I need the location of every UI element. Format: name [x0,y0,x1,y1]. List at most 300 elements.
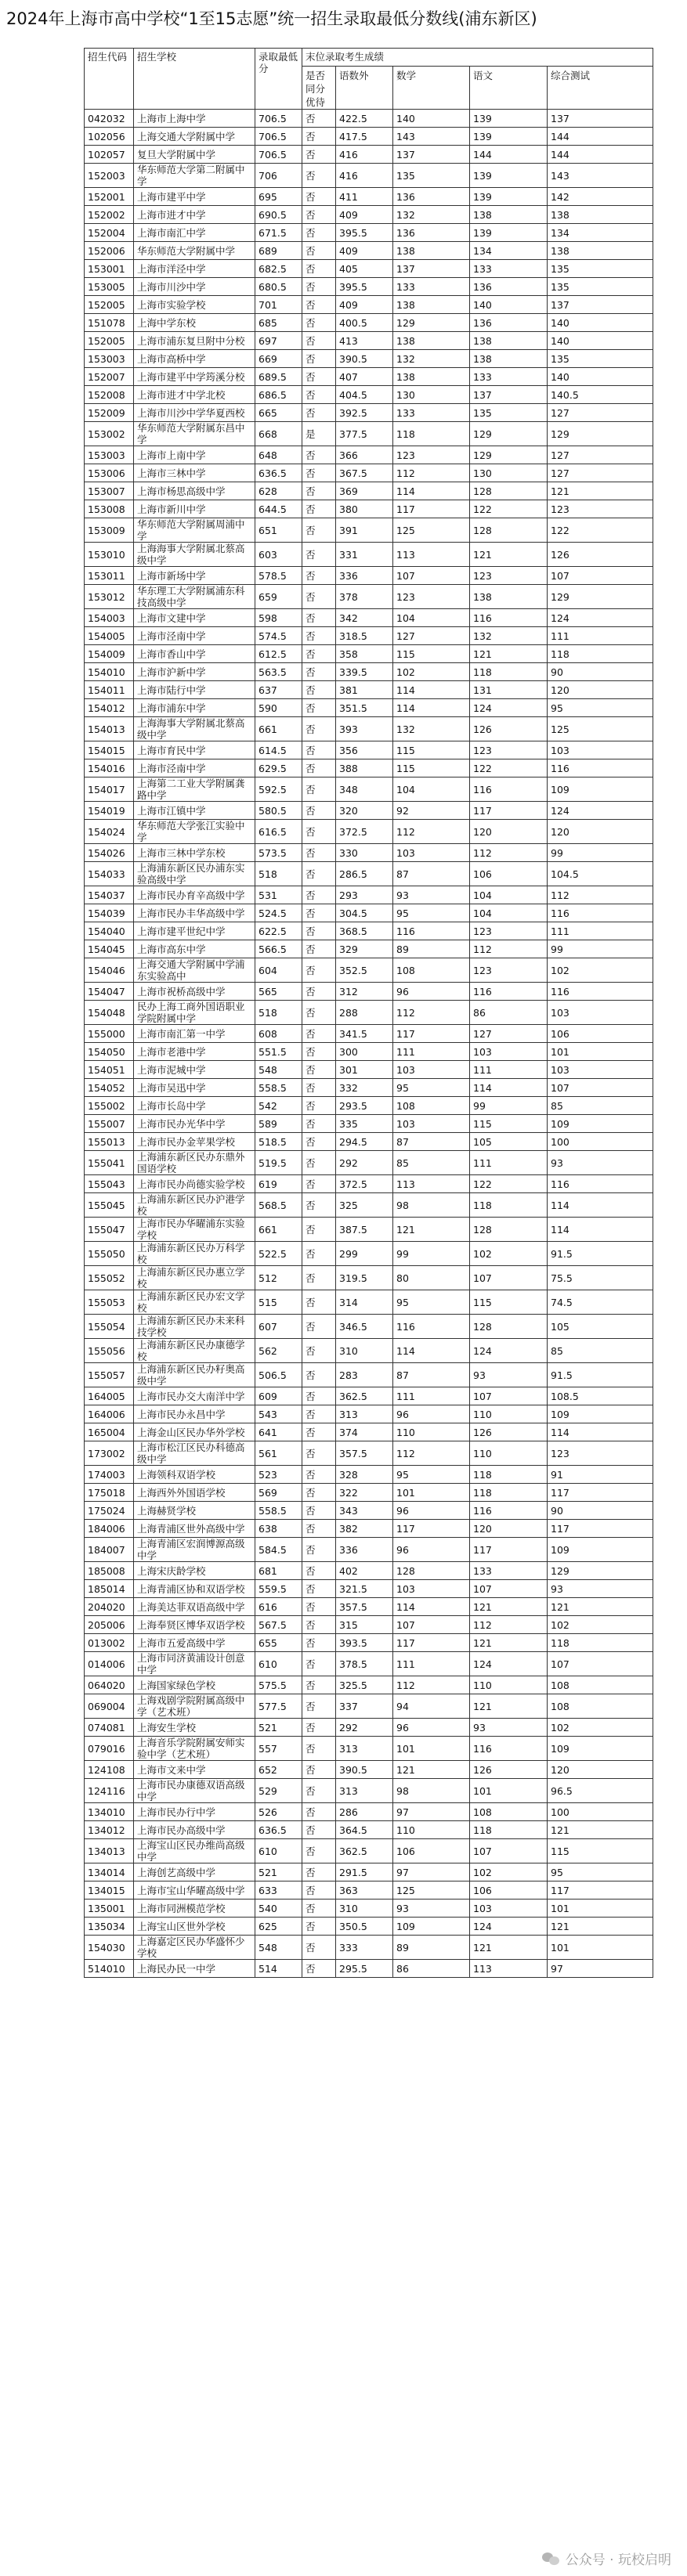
cell-equal-priority: 否 [302,1097,336,1115]
cell-chinese: 110 [470,1441,548,1466]
cell-comprehensive: 74.5 [548,1290,653,1315]
cell-math: 117 [393,1634,470,1652]
cell-math: 135 [393,164,470,188]
cell-min-score: 689.5 [255,368,302,386]
cell-equal-priority: 否 [302,1694,336,1719]
cell-code: 185008 [85,1562,134,1580]
cell-chinese-math-english: 400.5 [336,314,393,332]
cell-chinese-math-english: 325 [336,1193,393,1218]
cell-comprehensive: 114 [548,1193,653,1218]
cell-min-score: 540 [255,1900,302,1918]
cell-min-score: 612.5 [255,645,302,663]
cell-min-score: 575.5 [255,1676,302,1694]
cell-code: 152007 [85,368,134,386]
cell-chinese-math-english: 392.5 [336,404,393,422]
cell-math: 137 [393,146,470,164]
cell-chinese-math-english: 341.5 [336,1025,393,1043]
cell-math: 132 [393,717,470,741]
cell-comprehensive: 140 [548,332,653,350]
cell-school: 上海市同洲模范学校 [134,1900,255,1918]
cell-math: 117 [393,1520,470,1538]
cell-chinese: 104 [470,886,548,904]
cell-comprehensive: 140 [548,314,653,332]
cell-school: 华东师范大学附属中学 [134,242,255,260]
cell-code: 154033 [85,862,134,886]
cell-school: 上海市沪新中学 [134,663,255,681]
cell-school: 上海青浦区协和双语学校 [134,1580,255,1598]
wechat-icon [542,2551,561,2567]
cell-min-score: 578.5 [255,567,302,585]
cell-chinese: 124 [470,1652,548,1676]
cell-code: 152006 [85,242,134,260]
table-row [85,1133,653,1151]
cell-equal-priority: 否 [302,1881,336,1900]
table-row [85,446,653,464]
cell-comprehensive: 107 [548,1652,653,1676]
cell-math: 95 [393,1290,470,1315]
cell-school: 上海市高东中学 [134,940,255,958]
cell-comprehensive: 123 [548,500,653,518]
cell-code: 154009 [85,645,134,663]
cell-equal-priority: 否 [302,886,336,904]
cell-min-score: 665 [255,404,302,422]
cell-min-score: 609 [255,1387,302,1405]
cell-school: 上海市民办交大南洋中学 [134,1387,255,1405]
cell-code: 154046 [85,958,134,983]
cell-min-score: 686.5 [255,386,302,404]
cell-chinese: 121 [470,1694,548,1719]
cell-chinese: 139 [470,164,548,188]
cell-equal-priority: 否 [302,518,336,543]
cell-chinese-math-english: 409 [336,242,393,260]
cell-code: 153008 [85,500,134,518]
cell-equal-priority: 否 [302,446,336,464]
cell-equal-priority: 否 [302,224,336,242]
cell-min-score: 652 [255,1761,302,1779]
cell-code: 153003 [85,446,134,464]
cell-min-score: 701 [255,296,302,314]
table-row [85,1652,653,1676]
cell-math: 108 [393,958,470,983]
cell-comprehensive: 102 [548,1719,653,1737]
header-school: 招生学校 [134,49,255,110]
table-row [85,958,653,983]
table-row [85,1387,653,1405]
cell-comprehensive: 111 [548,922,653,940]
cell-code: 153002 [85,422,134,446]
cell-chinese: 103 [470,1043,548,1061]
cell-code: 154013 [85,717,134,741]
cell-chinese-math-english: 318.5 [336,627,393,645]
cell-chinese-math-english: 325.5 [336,1676,393,1694]
cell-chinese: 118 [470,1466,548,1484]
cell-chinese-math-english: 367.5 [336,464,393,482]
cell-math: 102 [393,663,470,681]
cell-min-score: 706 [255,164,302,188]
cell-code: 153011 [85,567,134,585]
cell-chinese: 101 [470,1779,548,1803]
cell-equal-priority: 否 [302,404,336,422]
cell-comprehensive: 108 [548,1694,653,1719]
cell-math: 114 [393,482,470,500]
cell-code: 154051 [85,1061,134,1079]
cell-chinese: 121 [470,645,548,663]
cell-min-score: 659 [255,585,302,609]
cell-equal-priority: 否 [302,164,336,188]
cell-chinese: 129 [470,446,548,464]
cell-chinese: 124 [470,1918,548,1936]
cell-min-score: 522.5 [255,1242,302,1266]
cell-comprehensive: 99 [548,940,653,958]
cell-equal-priority: 否 [302,260,336,278]
cell-math: 96 [393,1719,470,1737]
table-row [85,1193,653,1218]
cell-equal-priority: 否 [302,922,336,940]
cell-code: 154047 [85,983,134,1001]
cell-chinese-math-english: 343 [336,1502,393,1520]
cell-comprehensive: 120 [548,681,653,699]
cell-chinese: 112 [470,844,548,862]
cell-school: 华东师范大学附属东昌中学 [134,422,255,446]
cell-chinese-math-english: 321.5 [336,1580,393,1598]
cell-math: 121 [393,1218,470,1242]
cell-code: 165004 [85,1423,134,1441]
cell-code: 155050 [85,1242,134,1266]
cell-equal-priority: 否 [302,1133,336,1151]
cell-chinese: 124 [470,1339,548,1363]
cell-min-score: 616.5 [255,820,302,844]
cell-chinese-math-english: 292 [336,1719,393,1737]
cell-comprehensive: 95 [548,699,653,717]
cell-code: 074081 [85,1719,134,1737]
cell-chinese-math-english: 332 [336,1079,393,1097]
cell-chinese-math-english: 413 [336,332,393,350]
cell-min-score: 568.5 [255,1193,302,1218]
cell-school: 上海戏剧学院附属高级中学（艺术班） [134,1694,255,1719]
cell-chinese-math-english: 369 [336,482,393,500]
cell-equal-priority: 否 [302,206,336,224]
cell-school: 上海市民办康德双语高级中学 [134,1779,255,1803]
cell-chinese: 116 [470,983,548,1001]
cell-math: 104 [393,777,470,802]
cell-comprehensive: 116 [548,1175,653,1193]
cell-code: 154039 [85,904,134,922]
cell-math: 111 [393,1043,470,1061]
table-row [85,663,653,681]
cell-code: 153006 [85,464,134,482]
cell-equal-priority: 否 [302,1290,336,1315]
cell-chinese: 99 [470,1097,548,1115]
cell-math: 138 [393,332,470,350]
cell-equal-priority: 否 [302,1484,336,1502]
cell-chinese-math-english: 336 [336,567,393,585]
cell-min-score: 636.5 [255,1821,302,1839]
cell-equal-priority: 否 [302,1761,336,1779]
cell-school: 上海市进才中学北校 [134,386,255,404]
cell-min-score: 644.5 [255,500,302,518]
cell-code: 014006 [85,1652,134,1676]
cell-math: 112 [393,464,470,482]
cell-school: 上海市长岛中学 [134,1097,255,1115]
cell-math: 104 [393,609,470,627]
cell-math: 103 [393,1115,470,1133]
cell-school: 上海市南汇中学 [134,224,255,242]
cell-comprehensive: 102 [548,1616,653,1634]
cell-math: 123 [393,446,470,464]
cell-school: 上海宋庆龄学校 [134,1562,255,1580]
cell-school: 上海市建平中学筠溪分校 [134,368,255,386]
cell-chinese-math-english: 304.5 [336,904,393,922]
cell-code: 155054 [85,1315,134,1339]
cell-math: 136 [393,188,470,206]
header-tiebreak-group: 末位录取考生成绩 [302,49,653,67]
header-min-score: 录取最低分 [255,49,302,110]
cell-math: 87 [393,1133,470,1151]
cell-code: 152004 [85,224,134,242]
cell-chinese-math-english: 291.5 [336,1863,393,1881]
cell-math: 93 [393,886,470,904]
cell-code: 164006 [85,1405,134,1423]
table-row [85,1290,653,1315]
cell-comprehensive: 140 [548,368,653,386]
cell-equal-priority: 否 [302,585,336,609]
cell-comprehensive: 100 [548,1133,653,1151]
table-row [85,1694,653,1719]
cell-comprehensive: 116 [548,759,653,777]
header-math: 数学 [393,67,470,110]
cell-equal-priority: 否 [302,1363,336,1387]
cell-code: 042032 [85,110,134,128]
cell-chinese-math-english: 342 [336,609,393,627]
cell-min-score: 512 [255,1266,302,1290]
cell-equal-priority: 是 [302,422,336,446]
cell-chinese-math-english: 301 [336,1061,393,1079]
table-row [85,368,653,386]
table-row [85,759,653,777]
cell-min-score: 614.5 [255,741,302,759]
cell-min-score: 519.5 [255,1151,302,1175]
cell-equal-priority: 否 [302,802,336,820]
table-row [85,681,653,699]
cell-math: 130 [393,386,470,404]
cell-min-score: 565 [255,983,302,1001]
cell-equal-priority: 否 [302,940,336,958]
cell-comprehensive: 121 [548,482,653,500]
cell-code: 184007 [85,1538,134,1562]
cell-equal-priority: 否 [302,1538,336,1562]
cell-school: 上海宝山区世外学校 [134,1918,255,1936]
cell-chinese: 138 [470,206,548,224]
cell-chinese-math-english: 422.5 [336,110,393,128]
cell-school: 上海赫贤学校 [134,1502,255,1520]
cell-code: 154040 [85,922,134,940]
cell-equal-priority: 否 [302,567,336,585]
cell-chinese-math-english: 411 [336,188,393,206]
cell-min-score: 689 [255,242,302,260]
cell-code: 154052 [85,1079,134,1097]
cell-comprehensive: 99 [548,844,653,862]
cell-min-score: 681 [255,1562,302,1580]
cell-school: 上海音乐学院附属安师实验中学（艺术班） [134,1737,255,1761]
cell-chinese-math-english: 313 [336,1737,393,1761]
cell-chinese: 121 [470,1598,548,1616]
cell-chinese-math-english: 286 [336,1803,393,1821]
cell-comprehensive: 117 [548,1520,653,1538]
cell-equal-priority: 否 [302,128,336,146]
table-row [85,940,653,958]
cell-comprehensive: 93 [548,1580,653,1598]
cell-equal-priority: 否 [302,1918,336,1936]
cell-chinese-math-english: 372.5 [336,820,393,844]
cell-school: 上海市泥城中学 [134,1061,255,1079]
cell-chinese-math-english: 388 [336,759,393,777]
cell-chinese-math-english: 417.5 [336,128,393,146]
cell-chinese-math-english: 310 [336,1900,393,1918]
cell-math: 87 [393,862,470,886]
cell-min-score: 661 [255,1218,302,1242]
header-code: 招生代码 [85,49,134,110]
cell-chinese-math-english: 391 [336,518,393,543]
cell-chinese: 113 [470,1960,548,1978]
cell-math: 96 [393,1502,470,1520]
cell-equal-priority: 否 [302,904,336,922]
table-row [85,983,653,1001]
cell-comprehensive: 101 [548,1900,653,1918]
table-row [85,1339,653,1363]
cell-school: 上海安生学校 [134,1719,255,1737]
cell-chinese: 126 [470,1423,548,1441]
cell-chinese: 123 [470,958,548,983]
page-title: 2024年上海市高中学校“1至15志愿”统一招生录取最低分数线(浦东新区) [6,9,537,28]
cell-school: 上海市民办光华中学 [134,1115,255,1133]
table-row [85,1043,653,1061]
cell-min-score: 610 [255,1652,302,1676]
cell-math: 115 [393,741,470,759]
table-row [85,904,653,922]
cell-comprehensive: 121 [548,1918,653,1936]
cell-math: 96 [393,983,470,1001]
table-row [85,543,653,567]
table-row [85,224,653,242]
cell-math: 143 [393,128,470,146]
cell-code: 154011 [85,681,134,699]
cell-min-score: 651 [255,518,302,543]
cell-comprehensive: 90 [548,1502,653,1520]
cell-min-score: 563.5 [255,663,302,681]
cell-min-score: 561 [255,1441,302,1466]
cell-comprehensive: 129 [548,585,653,609]
cell-equal-priority: 否 [302,862,336,886]
cell-code: 154019 [85,802,134,820]
cell-school: 上海浦东新区民办东鼎外国语学校 [134,1151,255,1175]
cell-comprehensive: 140.5 [548,386,653,404]
cell-code: 155047 [85,1218,134,1242]
cell-min-score: 559.5 [255,1580,302,1598]
cell-chinese: 120 [470,820,548,844]
cell-code: 154016 [85,759,134,777]
cell-chinese-math-english: 409 [336,296,393,314]
cell-chinese-math-english: 362.5 [336,1387,393,1405]
table-row [85,1466,653,1484]
cell-school: 上海市陆行中学 [134,681,255,699]
cell-equal-priority: 否 [302,1218,336,1242]
cell-comprehensive: 93 [548,1151,653,1175]
watermark-text: 公众号 · 玩校启明 [565,2553,671,2568]
cell-school: 上海青浦区宏润博源高级中学 [134,1538,255,1562]
table-row [85,164,653,188]
cell-school: 上海市建平世纪中学 [134,922,255,940]
cell-code: 134012 [85,1821,134,1839]
cell-equal-priority: 否 [302,1001,336,1025]
cell-school: 上海市上海中学 [134,110,255,128]
cell-math: 136 [393,224,470,242]
cell-min-score: 669 [255,350,302,368]
cell-school: 上海市祝桥高级中学 [134,983,255,1001]
table-row [85,1363,653,1387]
cell-chinese: 123 [470,922,548,940]
cell-chinese-math-english: 313 [336,1779,393,1803]
cell-min-score: 551.5 [255,1043,302,1061]
cell-chinese-math-english: 358 [336,645,393,663]
cell-chinese: 116 [470,777,548,802]
cell-chinese: 104 [470,904,548,922]
cell-equal-priority: 否 [302,1520,336,1538]
table-row [85,1315,653,1339]
cell-code: 155057 [85,1363,134,1387]
cell-code: 152002 [85,206,134,224]
cell-comprehensive: 120 [548,820,653,844]
cell-comprehensive: 105 [548,1315,653,1339]
cell-equal-priority: 否 [302,1719,336,1737]
cell-comprehensive: 135 [548,260,653,278]
cell-comprehensive: 134 [548,224,653,242]
cell-chinese: 116 [470,1737,548,1761]
cell-chinese-math-english: 409 [336,206,393,224]
cell-equal-priority: 否 [302,645,336,663]
cell-chinese-math-english: 330 [336,844,393,862]
table-row [85,188,653,206]
cell-code: 154050 [85,1043,134,1061]
cell-code: 154005 [85,627,134,645]
cell-chinese-math-english: 363 [336,1881,393,1900]
cell-equal-priority: 否 [302,188,336,206]
cell-school: 上海宝山区民办维尚高级中学 [134,1839,255,1863]
cell-equal-priority: 否 [302,1061,336,1079]
table-row [85,1900,653,1918]
cell-chinese: 128 [470,518,548,543]
cell-math: 138 [393,296,470,314]
cell-chinese: 115 [470,1290,548,1315]
cell-min-score: 584.5 [255,1538,302,1562]
cell-chinese: 107 [470,1580,548,1598]
cell-code: 174003 [85,1466,134,1484]
cell-comprehensive: 111 [548,627,653,645]
header-row-1 [85,49,653,67]
cell-school: 上海市浦东复旦附中分校 [134,332,255,350]
cell-school: 上海市进才中学 [134,206,255,224]
cell-comprehensive: 107 [548,1079,653,1097]
cell-equal-priority: 否 [302,1266,336,1290]
table-row [85,1423,653,1441]
cell-chinese-math-english: 336 [336,1538,393,1562]
cell-math: 117 [393,500,470,518]
cell-min-score: 655 [255,1634,302,1652]
cell-comprehensive: 115 [548,1839,653,1863]
cell-chinese-math-english: 393 [336,717,393,741]
cell-comprehensive: 117 [548,1484,653,1502]
cell-chinese: 117 [470,802,548,820]
cell-chinese: 118 [470,1821,548,1839]
